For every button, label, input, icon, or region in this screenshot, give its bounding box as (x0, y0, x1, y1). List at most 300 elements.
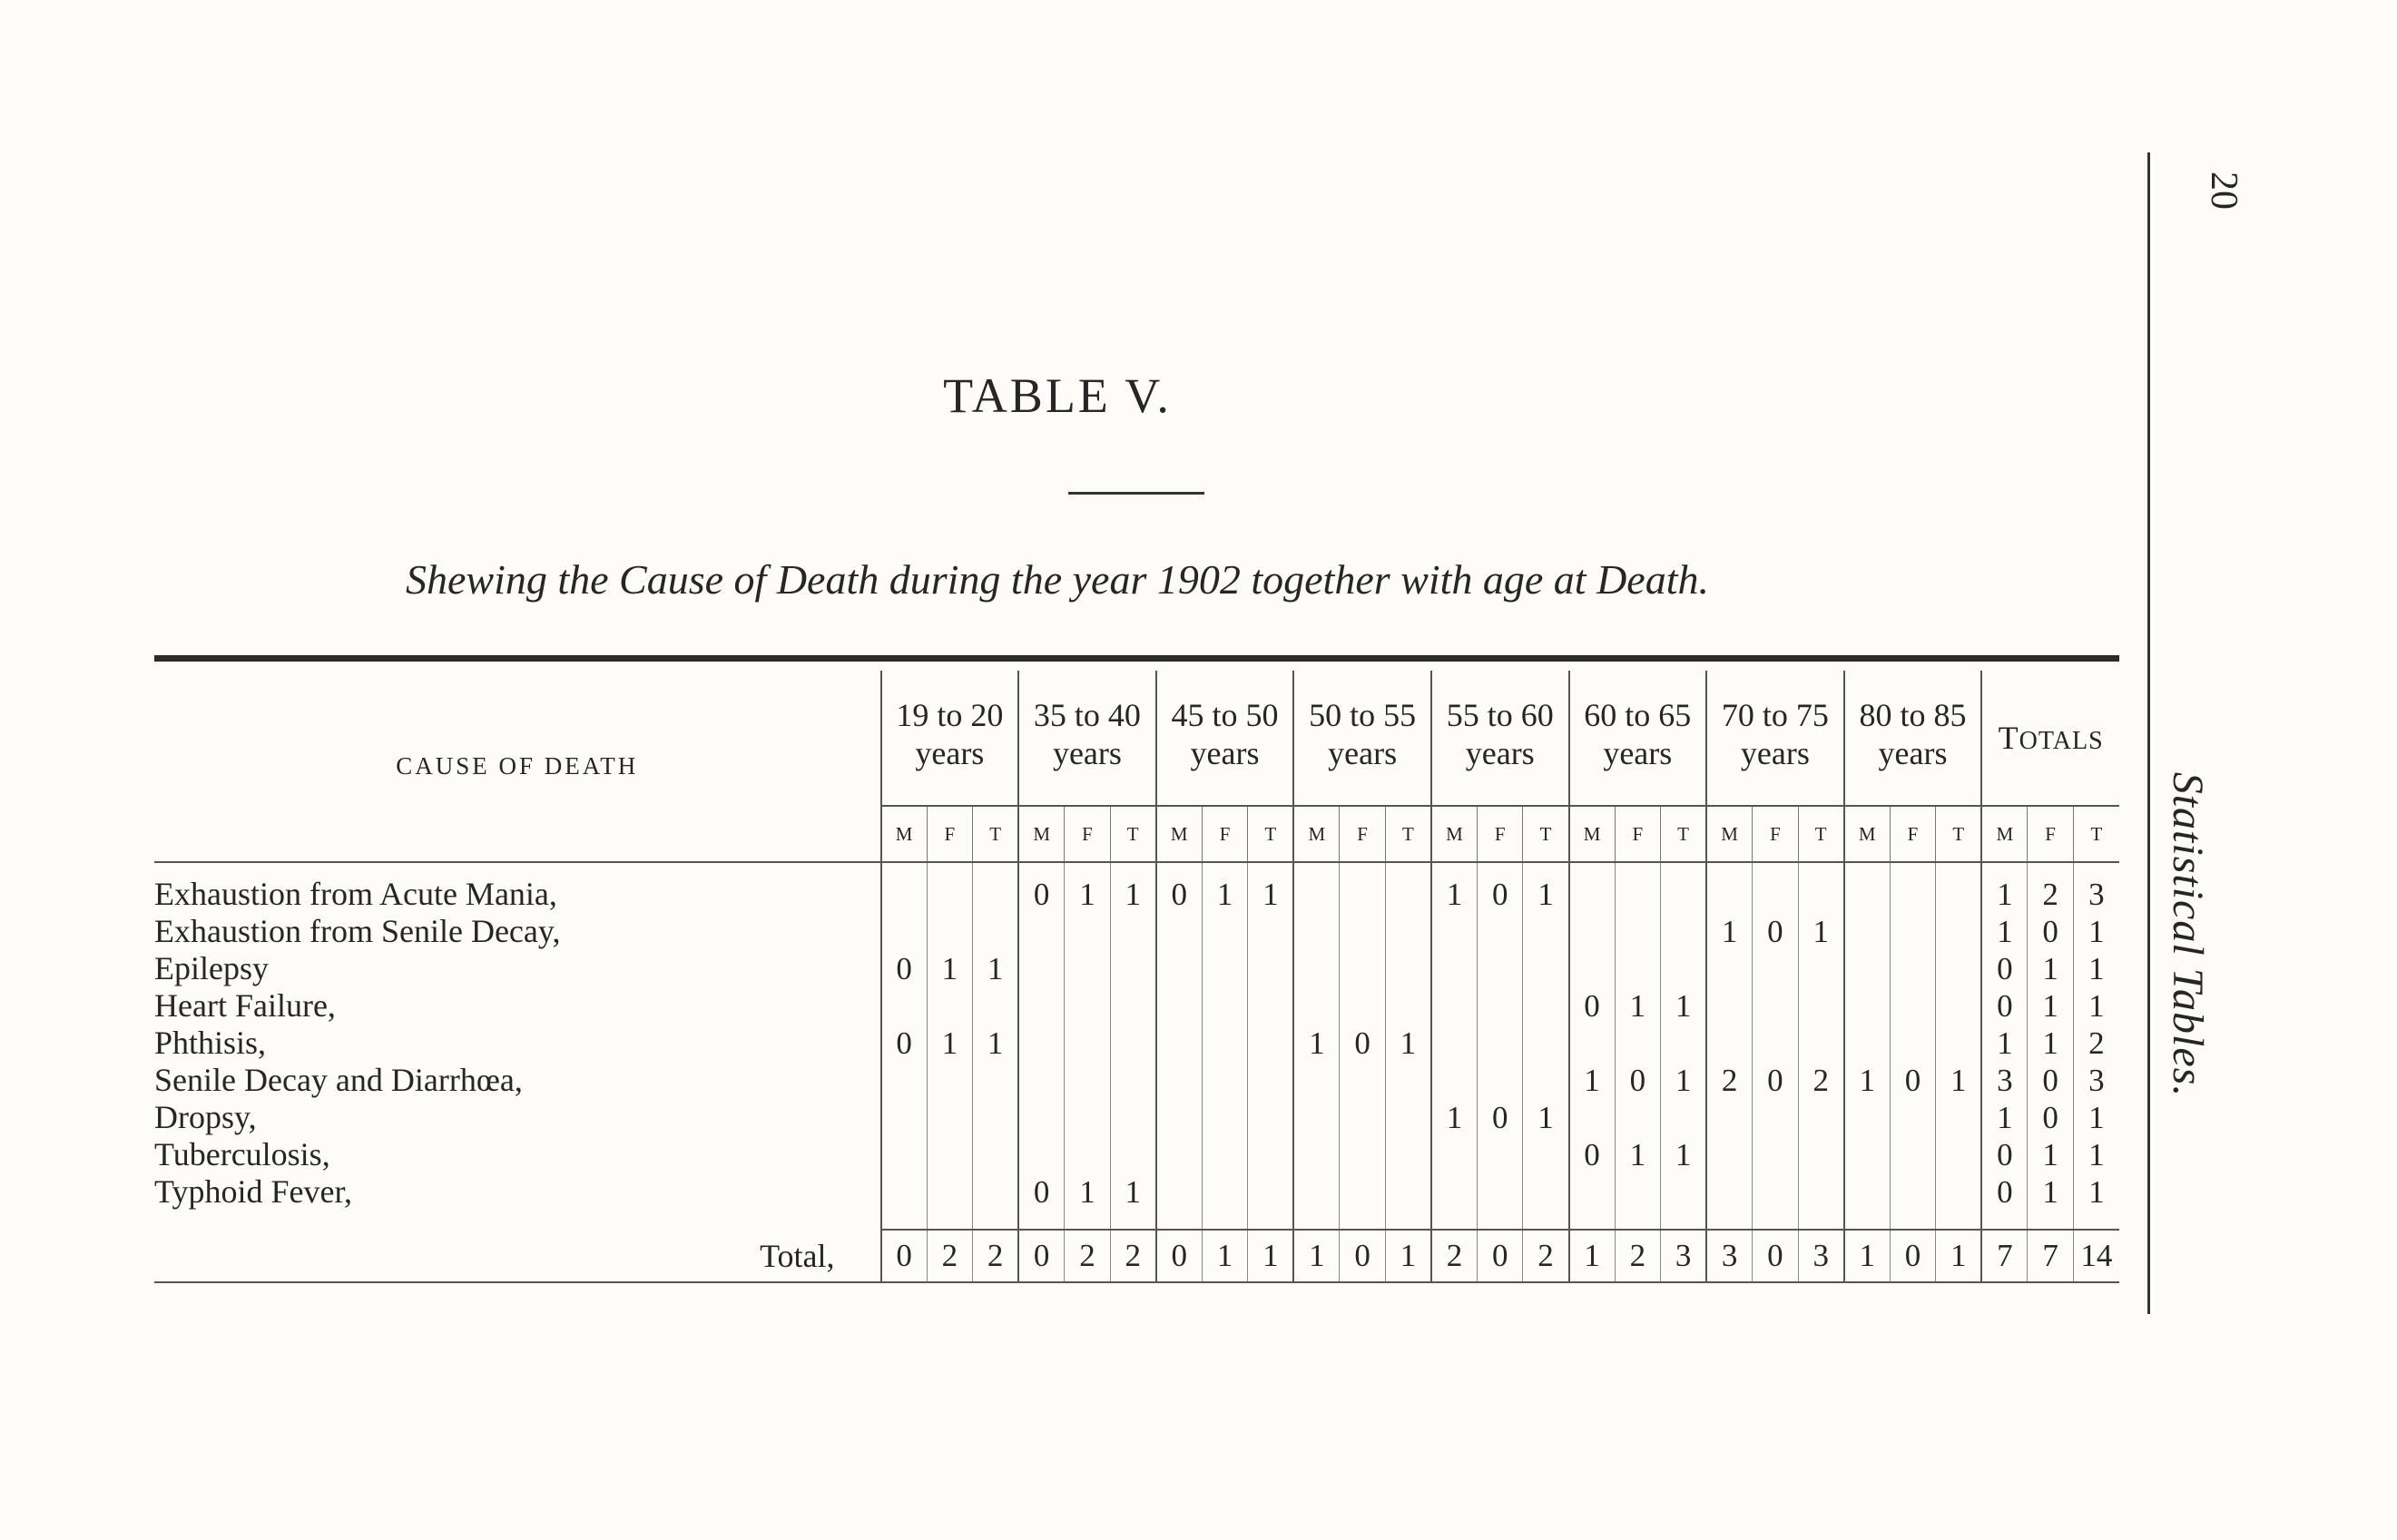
count-cell (1890, 1136, 1936, 1173)
age-group-header (1156, 671, 1294, 806)
sex-subheader: F (927, 806, 973, 862)
total-cell: 1 (1293, 1230, 1340, 1282)
count-cell: 0 (1018, 1173, 1065, 1211)
count-cell (1477, 913, 1523, 950)
count-cell (1844, 987, 1891, 1025)
count-cell: 0 (1890, 1062, 1936, 1099)
sex-subheader: F (1615, 806, 1661, 862)
count-cell: 1 (1661, 987, 1707, 1025)
count-cell (1385, 862, 1431, 913)
spacer-cell (927, 1211, 973, 1230)
count-cell: 3 (1981, 1062, 2028, 1099)
count-cell: 1 (1523, 862, 1569, 913)
count-cell: 0 (1981, 950, 2028, 987)
count-cell (1798, 862, 1844, 913)
spacer-cell (1523, 1211, 1569, 1230)
count-cell (1293, 913, 1340, 950)
total-cell: 1 (1569, 1230, 1616, 1282)
count-cell: 0 (2028, 1062, 2074, 1099)
table-row (154, 1136, 2119, 1173)
count-cell (1065, 987, 1111, 1025)
cause-label: Dropsy, (154, 1099, 257, 1135)
count-cell (973, 913, 1019, 950)
count-cell (1202, 1173, 1248, 1211)
table-title: TABLE V. (943, 368, 1172, 423)
spacer-cell (881, 1211, 928, 1230)
sex-subheader: T (1936, 806, 1982, 862)
count-cell (1431, 1173, 1478, 1211)
count-cell (1569, 862, 1616, 913)
count-cell (927, 1136, 973, 1173)
count-cell (1293, 862, 1340, 913)
sex-subheader: F (2028, 806, 2074, 862)
age-group-unit: years (1190, 735, 1260, 771)
total-cell: 0 (1018, 1230, 1065, 1282)
count-cell (1065, 913, 1111, 950)
count-cell: 1 (2028, 1025, 2074, 1062)
sex-subheader: T (1798, 806, 1844, 862)
total-cell: 2 (927, 1230, 973, 1282)
count-cell (1706, 1099, 1753, 1136)
count-cell (1477, 950, 1523, 987)
total-cell: 0 (1890, 1230, 1936, 1282)
count-cell (1293, 1136, 1340, 1173)
count-cell: 0 (881, 1025, 928, 1062)
count-cell (1661, 1025, 1707, 1062)
age-group-range: 60 to 65 (1584, 697, 1692, 733)
spacer-cell (1661, 1211, 1707, 1230)
count-cell (1890, 862, 1936, 913)
total-cell: 0 (1477, 1230, 1523, 1282)
count-cell (1753, 950, 1799, 987)
count-cell: 1 (1110, 1173, 1156, 1211)
table-row (154, 1173, 2119, 1211)
sex-subheader: M (1569, 806, 1616, 862)
count-cell (1661, 950, 1707, 987)
count-cell (973, 1099, 1019, 1136)
count-cell (1798, 1136, 1844, 1173)
age-group-unit: years (1878, 735, 1948, 771)
count-cell (1248, 950, 1294, 987)
age-group-header (1293, 671, 1431, 806)
spacer-cell (2073, 1211, 2119, 1230)
total-cell: 7 (2028, 1230, 2074, 1282)
count-cell (1569, 1025, 1616, 1062)
count-cell (1340, 1062, 1386, 1099)
count-cell (1936, 1173, 1982, 1211)
count-cell (1156, 987, 1203, 1025)
page-number: 20 (2203, 172, 2245, 210)
count-cell: 0 (1569, 987, 1616, 1025)
spacer-cell (1202, 1211, 1248, 1230)
age-group-header (1018, 671, 1156, 806)
count-cell (1156, 950, 1203, 987)
count-cell (1065, 1099, 1111, 1136)
count-cell: 1 (2073, 1099, 2119, 1136)
total-cell: 14 (2073, 1230, 2119, 1282)
total-cell: 2 (973, 1230, 1019, 1282)
count-cell: 0 (1753, 1062, 1799, 1099)
count-cell (1753, 1025, 1799, 1062)
count-cell: 1 (1202, 862, 1248, 913)
count-cell: 1 (2028, 1173, 2074, 1211)
count-cell (1569, 1099, 1616, 1136)
count-cell: 1 (1936, 1062, 1982, 1099)
age-group-range: 50 to 55 (1309, 697, 1417, 733)
count-cell (1936, 987, 1982, 1025)
count-cell: 0 (1018, 862, 1065, 913)
cause-of-death-header: CAUSE OF DEATH (154, 671, 881, 862)
count-cell (1706, 862, 1753, 913)
count-cell (1844, 1136, 1891, 1173)
count-cell (1844, 862, 1891, 913)
count-cell (881, 1099, 928, 1136)
count-cell: 0 (881, 950, 928, 987)
count-cell (1523, 1025, 1569, 1062)
count-cell (1936, 1136, 1982, 1173)
count-cell (1018, 1099, 1065, 1136)
count-cell (1110, 950, 1156, 987)
count-cell (1065, 1136, 1111, 1173)
count-cell: 2 (1798, 1062, 1844, 1099)
sex-subheader: M (1844, 806, 1891, 862)
count-cell (927, 913, 973, 950)
count-cell (1615, 1173, 1661, 1211)
count-cell (1156, 913, 1203, 950)
count-cell (1844, 1173, 1891, 1211)
count-cell (927, 1062, 973, 1099)
age-group-range: 70 to 75 (1721, 697, 1829, 733)
sex-subheader: F (1753, 806, 1799, 862)
count-cell (1248, 1025, 1294, 1062)
sex-subheader: T (973, 806, 1019, 862)
count-cell: 1 (2028, 987, 2074, 1025)
count-cell (1431, 987, 1478, 1025)
spacer-cell (1110, 1211, 1156, 1230)
count-cell (1523, 1136, 1569, 1173)
count-cell: 1 (1065, 1173, 1111, 1211)
count-cell: 0 (2028, 1099, 2074, 1136)
count-cell (1477, 987, 1523, 1025)
count-cell: 1 (1110, 862, 1156, 913)
count-cell (1706, 950, 1753, 987)
count-cell (1202, 1062, 1248, 1099)
count-cell: 1 (1661, 1062, 1707, 1099)
count-cell (1018, 1062, 1065, 1099)
count-cell: 0 (1477, 1099, 1523, 1136)
count-cell (1431, 1062, 1478, 1099)
count-cell (1936, 913, 1982, 950)
count-cell (1753, 987, 1799, 1025)
count-cell: 1 (1431, 1099, 1478, 1136)
count-cell (1615, 1099, 1661, 1136)
total-cell: 1 (1248, 1230, 1294, 1282)
total-cell: 2 (1615, 1230, 1661, 1282)
count-cell (1340, 913, 1386, 950)
count-cell (1018, 987, 1065, 1025)
count-cell (1936, 950, 1982, 987)
spacer-cell (1798, 1211, 1844, 1230)
count-cell (1615, 950, 1661, 987)
cause-label: Tuberculosis, (154, 1136, 330, 1172)
total-cell: 1 (1844, 1230, 1891, 1282)
table-row (154, 862, 2119, 913)
sex-subheader: M (881, 806, 928, 862)
count-cell (1523, 987, 1569, 1025)
total-cell: 3 (1706, 1230, 1753, 1282)
count-cell: 1 (1981, 1099, 2028, 1136)
age-group-range: 80 to 85 (1859, 697, 1967, 733)
count-cell (1753, 1099, 1799, 1136)
totals-header-initial: T (1998, 720, 2019, 756)
spacer-cell (1615, 1211, 1661, 1230)
age-group-header (1844, 671, 1982, 806)
sex-subheader: M (1293, 806, 1340, 862)
count-cell (1385, 1099, 1431, 1136)
count-cell (1844, 913, 1891, 950)
spacer-cell (1293, 1211, 1340, 1230)
count-cell: 1 (1065, 862, 1111, 913)
count-cell: 1 (1293, 1025, 1340, 1062)
sex-subheader: M (1431, 806, 1478, 862)
count-cell (1890, 1025, 1936, 1062)
spacer-cell (1065, 1211, 1111, 1230)
count-cell (1798, 1173, 1844, 1211)
count-cell (1018, 913, 1065, 950)
count-cell (1340, 950, 1386, 987)
age-group-range: 19 to 20 (896, 697, 1004, 733)
count-cell (1431, 1025, 1478, 1062)
cause-label: Senile Decay and Diarrhœa, (154, 1062, 523, 1098)
count-cell: 1 (1569, 1062, 1616, 1099)
count-cell (1844, 1025, 1891, 1062)
count-cell (927, 1099, 973, 1136)
spacer-cell (1385, 1211, 1431, 1230)
count-cell (1385, 1136, 1431, 1173)
total-cell: 0 (1753, 1230, 1799, 1282)
count-cell (1248, 1173, 1294, 1211)
count-cell: 1 (2073, 1173, 2119, 1211)
spacer-cell (1018, 1211, 1065, 1230)
count-cell: 1 (1981, 862, 2028, 913)
running-side-title: Statistical Tables. (2164, 771, 2212, 1098)
count-cell: 1 (1248, 862, 1294, 913)
count-cell: 1 (2073, 913, 2119, 950)
table-row (154, 950, 2119, 987)
count-cell (1523, 1173, 1569, 1211)
spacer-cell (1477, 1211, 1523, 1230)
count-cell (1293, 1062, 1340, 1099)
sex-subheader: F (1340, 806, 1386, 862)
count-cell (1706, 1136, 1753, 1173)
cause-label: Exhaustion from Acute Mania, (154, 876, 557, 912)
total-cell: 1 (1936, 1230, 1982, 1282)
count-cell: 1 (973, 1025, 1019, 1062)
count-cell (1340, 1099, 1386, 1136)
age-group-header (1569, 671, 1707, 806)
count-cell: 0 (1981, 1173, 2028, 1211)
count-cell (1385, 1173, 1431, 1211)
total-cell: 0 (1156, 1230, 1203, 1282)
count-cell (1248, 1136, 1294, 1173)
cause-label: Epilepsy (154, 950, 269, 986)
count-cell (1661, 1173, 1707, 1211)
count-cell (1477, 1136, 1523, 1173)
count-cell (1110, 1099, 1156, 1136)
count-cell (1110, 913, 1156, 950)
page-margin-rule (2147, 152, 2150, 1314)
sex-subheader: F (1202, 806, 1248, 862)
total-cell: 3 (1661, 1230, 1707, 1282)
count-cell (1018, 1025, 1065, 1062)
count-cell: 3 (2073, 1062, 2119, 1099)
count-cell (927, 862, 973, 913)
spacer-cell (1706, 1211, 1753, 1230)
count-cell (1798, 950, 1844, 987)
count-cell: 0 (1569, 1136, 1616, 1173)
cause-label: Phthisis, (154, 1025, 267, 1061)
count-cell: 1 (1615, 987, 1661, 1025)
cause-of-death-table (154, 655, 2119, 1283)
count-cell (1523, 950, 1569, 987)
sex-subheader: T (1661, 806, 1707, 862)
total-row (154, 1230, 2119, 1282)
count-cell (1798, 1025, 1844, 1062)
count-cell: 1 (927, 1025, 973, 1062)
count-cell (973, 1173, 1019, 1211)
count-cell (1385, 950, 1431, 987)
total-cell: 2 (1431, 1230, 1478, 1282)
count-cell (1385, 1062, 1431, 1099)
count-cell (1661, 862, 1707, 913)
count-cell: 1 (2028, 950, 2074, 987)
count-cell (1890, 987, 1936, 1025)
count-cell (973, 862, 1019, 913)
count-cell (1065, 950, 1111, 987)
count-cell: 1 (2073, 987, 2119, 1025)
count-cell (1156, 1099, 1203, 1136)
count-cell (1293, 950, 1340, 987)
sex-subheader: T (1523, 806, 1569, 862)
count-cell (1431, 913, 1478, 950)
count-cell (1753, 1173, 1799, 1211)
age-group-header (1706, 671, 1844, 806)
count-cell (1569, 913, 1616, 950)
count-cell (1844, 950, 1891, 987)
spacer-cell (1844, 1211, 1891, 1230)
count-cell: 1 (1706, 913, 1753, 950)
count-cell (973, 1062, 1019, 1099)
count-cell: 1 (2073, 950, 2119, 987)
age-group-range: 45 to 50 (1171, 697, 1279, 733)
count-cell: 2 (1706, 1062, 1753, 1099)
count-cell (1569, 1173, 1616, 1211)
count-cell: 0 (1477, 862, 1523, 913)
cause-label: Typhoid Fever, (154, 1173, 353, 1210)
count-cell (1156, 1025, 1203, 1062)
count-cell (1248, 913, 1294, 950)
count-cell: 1 (1798, 913, 1844, 950)
spacer-cell (1156, 1211, 1203, 1230)
count-cell (1890, 1099, 1936, 1136)
spacer-cell (1431, 1211, 1478, 1230)
count-cell: 0 (2028, 913, 2074, 950)
count-cell: 1 (1981, 913, 2028, 950)
sex-subheader: F (1890, 806, 1936, 862)
sex-subheader: T (2073, 806, 2119, 862)
title-rule (1068, 492, 1204, 495)
count-cell (1110, 1025, 1156, 1062)
count-cell (1018, 950, 1065, 987)
count-cell (1477, 1025, 1523, 1062)
count-cell: 1 (973, 950, 1019, 987)
count-cell: 0 (1615, 1062, 1661, 1099)
age-group-range: 35 to 40 (1033, 697, 1141, 733)
count-cell (881, 1062, 928, 1099)
count-cell (1890, 1173, 1936, 1211)
count-cell: 1 (1523, 1099, 1569, 1136)
total-cell: 2 (1523, 1230, 1569, 1282)
count-cell (1706, 1025, 1753, 1062)
count-cell (1202, 1025, 1248, 1062)
spacer-row (154, 1211, 2119, 1230)
sex-subheader: F (1477, 806, 1523, 862)
count-cell (1156, 1136, 1203, 1173)
count-cell (1615, 913, 1661, 950)
total-cell: 2 (1065, 1230, 1111, 1282)
table-row (154, 1062, 2119, 1099)
spacer-cell (1890, 1211, 1936, 1230)
table-row (154, 1099, 2119, 1136)
total-label: Total, (154, 1230, 881, 1282)
count-cell (1248, 1099, 1294, 1136)
count-cell (1065, 1025, 1111, 1062)
count-cell: 0 (1156, 862, 1203, 913)
total-cell: 0 (1340, 1230, 1386, 1282)
spacer-cell (1981, 1211, 2028, 1230)
spacer-cell (2028, 1211, 2074, 1230)
count-cell (1706, 1173, 1753, 1211)
count-cell (1661, 913, 1707, 950)
count-cell (881, 1136, 928, 1173)
age-group-range: 55 to 60 (1446, 697, 1554, 733)
count-cell: 0 (1981, 987, 2028, 1025)
count-cell (1110, 1062, 1156, 1099)
count-cell (1385, 913, 1431, 950)
count-cell (1340, 1136, 1386, 1173)
count-cell (1798, 987, 1844, 1025)
spacer-cell (1248, 1211, 1294, 1230)
sex-subheader: M (1018, 806, 1065, 862)
count-cell (881, 1173, 928, 1211)
total-cell: 3 (1798, 1230, 1844, 1282)
count-cell (1431, 1136, 1478, 1173)
count-cell (1477, 1173, 1523, 1211)
count-cell (1890, 913, 1936, 950)
count-cell (881, 987, 928, 1025)
sex-subheader: M (1706, 806, 1753, 862)
count-cell (1248, 1062, 1294, 1099)
spacer-cell (973, 1211, 1019, 1230)
count-cell (881, 862, 928, 913)
cause-label: Exhaustion from Senile Decay, (154, 913, 561, 949)
table-row (154, 1025, 2119, 1062)
count-cell: 0 (1981, 1136, 2028, 1173)
count-cell (1890, 950, 1936, 987)
count-cell (1248, 987, 1294, 1025)
spacer-cell (1340, 1211, 1386, 1230)
sex-subheader: T (1110, 806, 1156, 862)
